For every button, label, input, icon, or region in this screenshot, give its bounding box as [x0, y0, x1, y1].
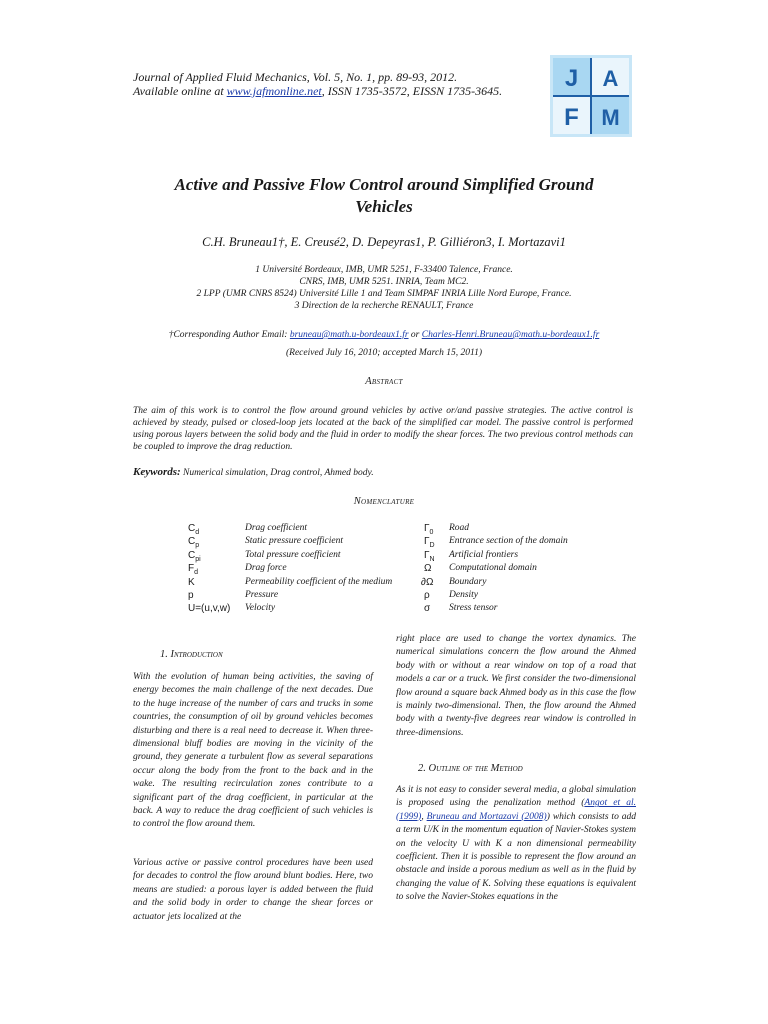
nomenclature-symbol: $C_d$ [188, 523, 200, 536]
reference-angot-link[interactable]: Angot et al. (1999) [396, 798, 636, 822]
nomenclature-symbol: Ω [424, 563, 432, 575]
nomenclature-description: Entrance section of the domain [449, 536, 568, 547]
author-list: C.H. Bruneau1†, E. Creusé2, D. Depeyras1, P. Gilliéron3, I. Mortazavi1 [202, 235, 566, 249]
nomenclature-symbol: $C_p$ [188, 536, 200, 550]
nomenclature-symbol: $F_d$ [188, 563, 199, 577]
nomenclature-symbol: $\Gamma_0$ [424, 523, 434, 536]
nomenclature-symbol: ρ [424, 590, 430, 601]
nomenclature-description: Total pressure coefficient [245, 549, 341, 560]
nomenclature-description: Static pressure coefficient [245, 536, 343, 547]
section-1-heading: 1. Introduction [160, 649, 223, 660]
reference-separator: , [421, 811, 427, 822]
section-2-paragraph [396, 784, 636, 905]
email-link-2[interactable]: Charles-Henri.Bruneau@math.u-bordeaux1.fr [421, 330, 600, 340]
keywords-text: Numerical simulation, Drag control, Ahmed body. [180, 468, 374, 478]
journal-citation: Journal of Applied Fluid Mechanics, Vol. 5, No. 1, pp. 89-93, 2012. [133, 70, 458, 84]
nomenclature-symbol: K [188, 576, 195, 588]
nomenclature-description: Pressure [245, 590, 279, 600]
nomenclature-table [0, 522, 768, 617]
received-dates: (Received July 16, 2010; accepted March 15, 2011) [286, 348, 482, 358]
nomenclature-description: Boundary [449, 576, 487, 587]
nomenclature-heading: Nomenclature [353, 496, 415, 507]
nomenclature-description: Computational domain [449, 563, 537, 574]
nomenclature-description: Road [449, 523, 470, 533]
section-2-heading: 2. Outline of the Method [418, 763, 523, 774]
section-1-paragraph-2: Various active or passive control procedures have been used for decades to control the flow around blunt bodies. Here, two means are studied: a porous layer is added between the fluid and the solid body in order to change the shear forces or actuator jets localized at the [133, 858, 373, 922]
nomenclature-symbol: σ [424, 603, 431, 615]
nomenclature-symbol: $\Gamma_N$ [424, 549, 435, 563]
affiliation-1b: CNRS, IMB, UMR 5251. INRIA, Team MC2. [299, 277, 469, 287]
logo-letter-j: J [564, 65, 579, 92]
logo-letter-f: F [564, 104, 579, 131]
email-separator: or [408, 330, 422, 340]
keywords [133, 466, 633, 478]
abstract-heading: Abstract [365, 376, 403, 387]
reference-bruneau-link[interactable]: Bruneau and Mortazavi (2008) [426, 811, 547, 822]
right-column-paragraph: right place are used to change the vortex dynamics. The numerical simulations concern the flow around the Ahmed body with or without a rear window on top of a road that models a car or a truck. We first consider the two-dimensional flow around a square back Ahmed body as in this case the flow is mainly two-dimensional. Then, the flow around the Ahmed body with a twenty-five degrees rear window is controlled in three-dimensions. [396, 634, 636, 738]
keywords-label: Keywords: [133, 466, 181, 478]
logo-letter-a: A [602, 66, 619, 91]
section-2-text-end: ) which consists to add a term U/K in the momentum equation of Navier-Stokes system on the velocity U with K a non dimensional permeability coefficient. Then it is possible to represent the flow around an obstacle and inside a porous medium as well as in the fluid by changing the value of K. Solving these equations is equivalent to solve the Navier-Stokes equations in the [396, 811, 636, 903]
affiliation-1: 1 Université Bordeaux, IMB, UMR 5251, F-33400 Talence, France. [255, 265, 513, 275]
jafm-logo [550, 55, 632, 137]
nomenclature-symbol: $\Gamma_D$ [424, 536, 435, 550]
nomenclature-symbol: ∂Ω [421, 576, 434, 588]
corresponding-prefix: †Corresponding Author Email: [168, 330, 290, 340]
nomenclature-description: Drag force [245, 563, 287, 574]
nomenclature-symbol: $C_{pi}$ [188, 549, 201, 563]
section-2-text-start: As it is not easy to consider several media, a global simulation is proposed using the penalization method ( [396, 785, 636, 809]
nomenclature-description: Density [449, 590, 479, 600]
journal-header [133, 70, 502, 98]
nomenclature-description: Velocity [245, 603, 276, 614]
email-link-1[interactable]: bruneau@math.u-bordeaux1.fr [289, 330, 409, 340]
nomenclature-symbol: p [188, 590, 194, 601]
abstract-text: The aim of this work is to control the flow around ground vehicles by active or/and passive strategies. The active control is achieved by steady, pulsed or closed-loop jets located at the back of the simplified car model. The passive control is performed using porous layers between the solid body and the fluid in order to modify the shear forces. The two previous control methods can be coupled to improve the drag reduction. [133, 406, 633, 452]
journal-website-link[interactable]: www.jafmonline.net [226, 84, 322, 98]
nomenclature-description: Artificial frontiers [449, 549, 519, 560]
nomenclature-description: Permeability coefficient of the medium [245, 576, 393, 587]
nomenclature-description: Stress tensor [449, 603, 498, 614]
issn-text: , ISSN 1735-3572, EISSN 1735-3645. [321, 84, 503, 98]
paper-title [120, 174, 648, 218]
available-prefix: Available online at [133, 84, 227, 98]
nomenclature-symbol: U=(u,v,w) [188, 603, 231, 615]
corresponding-author [100, 330, 668, 340]
affiliation-2: 2 LPP (UMR CNRS 8524) Université Lille 1 and Team SIMPAF INRIA Lille Nord Europe, France. [196, 289, 572, 299]
affiliation-3: 3 Direction de la recherche RENAULT, France [294, 301, 474, 311]
section-1-paragraph-1: With the evolution of human being activities, the saving of energy becomes the main challenge of the next decades. Due to the huge increase of the number of cars and trucks in some countries, the consumption of oil by ground vehicles becomes disturbing and there is a real need to decrease it. When three-dimensional bluff bodies are moving in the vicinity of the ground, they generate a turbulent flow as several separations occur along the body from the front to the back and in the wake. The resulting recirculation zones contribute to a significant part of the drag coefficient, in particular at the back. A way to reduce the drag coefficient of such vehicles is to control the flow around them. [133, 672, 373, 830]
logo-letter-m: M [601, 105, 620, 130]
availability-line [133, 84, 502, 98]
nomenclature-description: Drag coefficient [245, 523, 307, 533]
title-line-1: Active and Passive Flow Control around Simplified Ground [174, 175, 594, 194]
title-line-2: Vehicles [355, 197, 413, 216]
affiliations [100, 264, 668, 312]
